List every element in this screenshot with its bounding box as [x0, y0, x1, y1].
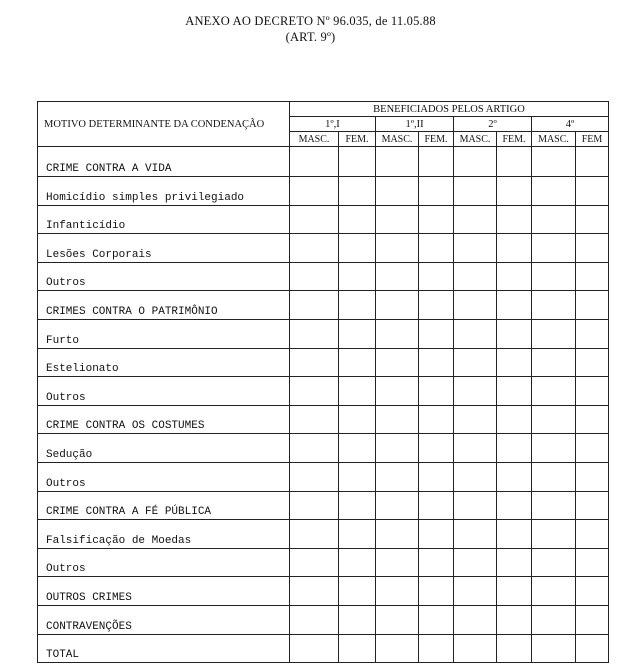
table-row	[38, 348, 609, 377]
data-cell	[497, 577, 532, 606]
data-cell	[419, 234, 454, 263]
row-label: Lesões Corporais	[38, 234, 290, 263]
table-row	[38, 577, 609, 606]
data-cell	[576, 405, 609, 434]
data-cell	[290, 319, 339, 348]
row-label: Homicídio simples privilegiado	[38, 177, 290, 206]
data-cell	[576, 577, 609, 606]
data-cell	[339, 205, 376, 234]
data-cell	[376, 177, 419, 206]
data-cell	[376, 577, 419, 606]
table-row	[38, 491, 609, 520]
data-cell	[290, 177, 339, 206]
sex-header: FEM.	[339, 132, 376, 147]
data-cell	[532, 234, 576, 263]
row-label: Estelionato	[38, 348, 290, 377]
data-cell	[339, 548, 376, 577]
data-cell	[576, 291, 609, 320]
article-header: 4º	[532, 117, 609, 132]
data-cell	[532, 177, 576, 206]
data-cell	[290, 491, 339, 520]
data-cell	[497, 491, 532, 520]
data-cell	[576, 319, 609, 348]
data-cell	[290, 377, 339, 406]
document-subtitle: (ART. 9º)	[285, 30, 336, 44]
data-cell	[497, 348, 532, 377]
sex-header: MASC.	[454, 132, 497, 147]
data-cell	[339, 577, 376, 606]
data-cell	[290, 405, 339, 434]
data-cell	[339, 520, 376, 549]
data-cell	[454, 205, 497, 234]
data-cell	[532, 520, 576, 549]
article-header: 1º,II	[376, 117, 454, 132]
data-cell	[290, 234, 339, 263]
data-cell	[419, 205, 454, 234]
data-cell	[454, 491, 497, 520]
data-cell	[290, 205, 339, 234]
sex-header: FEM.	[419, 132, 454, 147]
data-cell	[576, 634, 609, 663]
data-cell	[576, 462, 609, 491]
table-row	[38, 605, 609, 634]
data-cell	[532, 205, 576, 234]
table-row	[38, 405, 609, 434]
article-header: 2º	[454, 117, 532, 132]
row-label: Outros	[38, 548, 290, 577]
table-row	[38, 548, 609, 577]
data-cell	[454, 520, 497, 549]
statistics-table	[37, 101, 609, 663]
data-cell	[419, 577, 454, 606]
data-cell	[290, 348, 339, 377]
data-cell	[290, 291, 339, 320]
data-cell	[454, 147, 497, 177]
row-label: Outros	[38, 462, 290, 491]
data-cell	[419, 491, 454, 520]
data-cell	[454, 434, 497, 463]
data-cell	[454, 405, 497, 434]
data-cell	[419, 319, 454, 348]
data-cell	[576, 205, 609, 234]
data-cell	[339, 634, 376, 663]
row-label: Outros	[38, 262, 290, 291]
data-cell	[376, 462, 419, 491]
group-header: BENEFICIADOS PELOS ARTIGO	[290, 102, 609, 117]
data-cell	[376, 491, 419, 520]
data-cell	[454, 177, 497, 206]
data-cell	[376, 348, 419, 377]
data-cell	[339, 177, 376, 206]
data-cell	[339, 234, 376, 263]
data-cell	[339, 462, 376, 491]
data-cell	[497, 605, 532, 634]
table-row	[38, 147, 609, 177]
data-cell	[532, 577, 576, 606]
data-cell	[419, 262, 454, 291]
document-title: ANEXO AO DECRETO Nº 96.035, de 11.05.88	[185, 14, 436, 28]
sex-header: FEM.	[497, 132, 532, 147]
data-cell	[339, 434, 376, 463]
row-label: CRIME CONTRA OS COSTUMES	[38, 405, 290, 434]
data-cell	[339, 491, 376, 520]
data-cell	[454, 348, 497, 377]
data-cell	[290, 147, 339, 177]
row-label: CONTRAVENÇÕES	[38, 605, 290, 634]
data-cell	[576, 605, 609, 634]
table-row	[38, 291, 609, 320]
data-cell	[290, 577, 339, 606]
data-cell	[576, 177, 609, 206]
row-label: CRIME CONTRA A VIDA	[38, 147, 290, 177]
data-cell	[532, 548, 576, 577]
data-cell	[419, 147, 454, 177]
data-cell	[376, 520, 419, 549]
table-row	[38, 262, 609, 291]
data-cell	[376, 291, 419, 320]
table-row	[38, 520, 609, 549]
row-label: OUTROS CRIMES	[38, 577, 290, 606]
row-label: Falsificação de Moedas	[38, 520, 290, 549]
data-cell	[419, 520, 454, 549]
data-cell	[290, 262, 339, 291]
data-cell	[454, 634, 497, 663]
article-header: 1º,I	[290, 117, 376, 132]
data-cell	[419, 405, 454, 434]
table-row	[38, 319, 609, 348]
data-cell	[376, 262, 419, 291]
data-cell	[497, 262, 532, 291]
data-cell	[454, 605, 497, 634]
data-cell	[497, 291, 532, 320]
row-label: Outros	[38, 377, 290, 406]
data-cell	[339, 262, 376, 291]
data-cell	[576, 434, 609, 463]
data-cell	[497, 405, 532, 434]
data-cell	[339, 319, 376, 348]
data-cell	[497, 205, 532, 234]
data-cell	[419, 548, 454, 577]
data-cell	[290, 462, 339, 491]
data-cell	[339, 348, 376, 377]
data-cell	[532, 291, 576, 320]
data-cell	[532, 605, 576, 634]
data-cell	[576, 520, 609, 549]
data-cell	[532, 377, 576, 406]
data-cell	[454, 234, 497, 263]
data-cell	[290, 605, 339, 634]
data-cell	[576, 262, 609, 291]
data-cell	[532, 147, 576, 177]
data-cell	[497, 319, 532, 348]
row-label: Infanticídio	[38, 205, 290, 234]
data-cell	[290, 434, 339, 463]
table-row	[38, 177, 609, 206]
data-cell	[497, 234, 532, 263]
table-row	[38, 205, 609, 234]
data-cell	[497, 434, 532, 463]
data-cell	[339, 147, 376, 177]
data-cell	[454, 319, 497, 348]
data-cell	[497, 377, 532, 406]
data-cell	[419, 177, 454, 206]
row-label: CRIME CONTRA A FÉ PÚBLICA	[38, 491, 290, 520]
data-cell	[376, 377, 419, 406]
data-cell	[454, 548, 497, 577]
data-cell	[339, 377, 376, 406]
data-cell	[497, 634, 532, 663]
data-cell	[532, 262, 576, 291]
data-cell	[576, 377, 609, 406]
data-cell	[419, 462, 454, 491]
data-cell	[376, 147, 419, 177]
data-cell	[376, 234, 419, 263]
sex-header: FEM	[576, 132, 609, 147]
table-row	[38, 377, 609, 406]
data-cell	[419, 634, 454, 663]
table-row	[38, 634, 609, 663]
row-label: Furto	[38, 319, 290, 348]
data-cell	[532, 319, 576, 348]
data-cell	[497, 462, 532, 491]
data-cell	[532, 434, 576, 463]
data-cell	[576, 548, 609, 577]
row-label: CRIMES CONTRA O PATRIMÔNIO	[38, 291, 290, 320]
data-cell	[497, 147, 532, 177]
data-cell	[576, 147, 609, 177]
data-cell	[339, 291, 376, 320]
data-cell	[497, 520, 532, 549]
row-header: MOTIVO DETERMINANTE DA CONDENAÇÃO	[38, 102, 290, 147]
data-cell	[376, 319, 419, 348]
data-cell	[454, 291, 497, 320]
data-cell	[576, 491, 609, 520]
sex-header: MASC.	[532, 132, 576, 147]
data-cell	[419, 348, 454, 377]
data-cell	[454, 262, 497, 291]
data-cell	[290, 634, 339, 663]
row-label: Sedução	[38, 434, 290, 463]
data-cell	[376, 405, 419, 434]
data-cell	[576, 234, 609, 263]
sex-header: MASC.	[290, 132, 339, 147]
data-cell	[376, 205, 419, 234]
data-cell	[454, 577, 497, 606]
data-cell	[454, 377, 497, 406]
data-cell	[419, 434, 454, 463]
data-cell	[419, 377, 454, 406]
sex-header: MASC.	[376, 132, 419, 147]
data-cell	[419, 605, 454, 634]
data-cell	[497, 177, 532, 206]
data-cell	[532, 491, 576, 520]
data-cell	[532, 462, 576, 491]
data-cell	[290, 520, 339, 549]
data-cell	[532, 634, 576, 663]
data-cell	[339, 605, 376, 634]
data-cell	[376, 634, 419, 663]
data-cell	[497, 548, 532, 577]
table-row	[38, 434, 609, 463]
data-cell	[532, 348, 576, 377]
table-row	[38, 462, 609, 491]
data-cell	[419, 291, 454, 320]
data-cell	[339, 405, 376, 434]
data-cell	[576, 348, 609, 377]
data-cell	[290, 548, 339, 577]
data-cell	[376, 605, 419, 634]
data-cell	[454, 462, 497, 491]
table-row	[38, 234, 609, 263]
row-label: TOTAL	[38, 634, 290, 663]
data-cell	[376, 434, 419, 463]
data-cell	[376, 548, 419, 577]
data-cell	[532, 405, 576, 434]
